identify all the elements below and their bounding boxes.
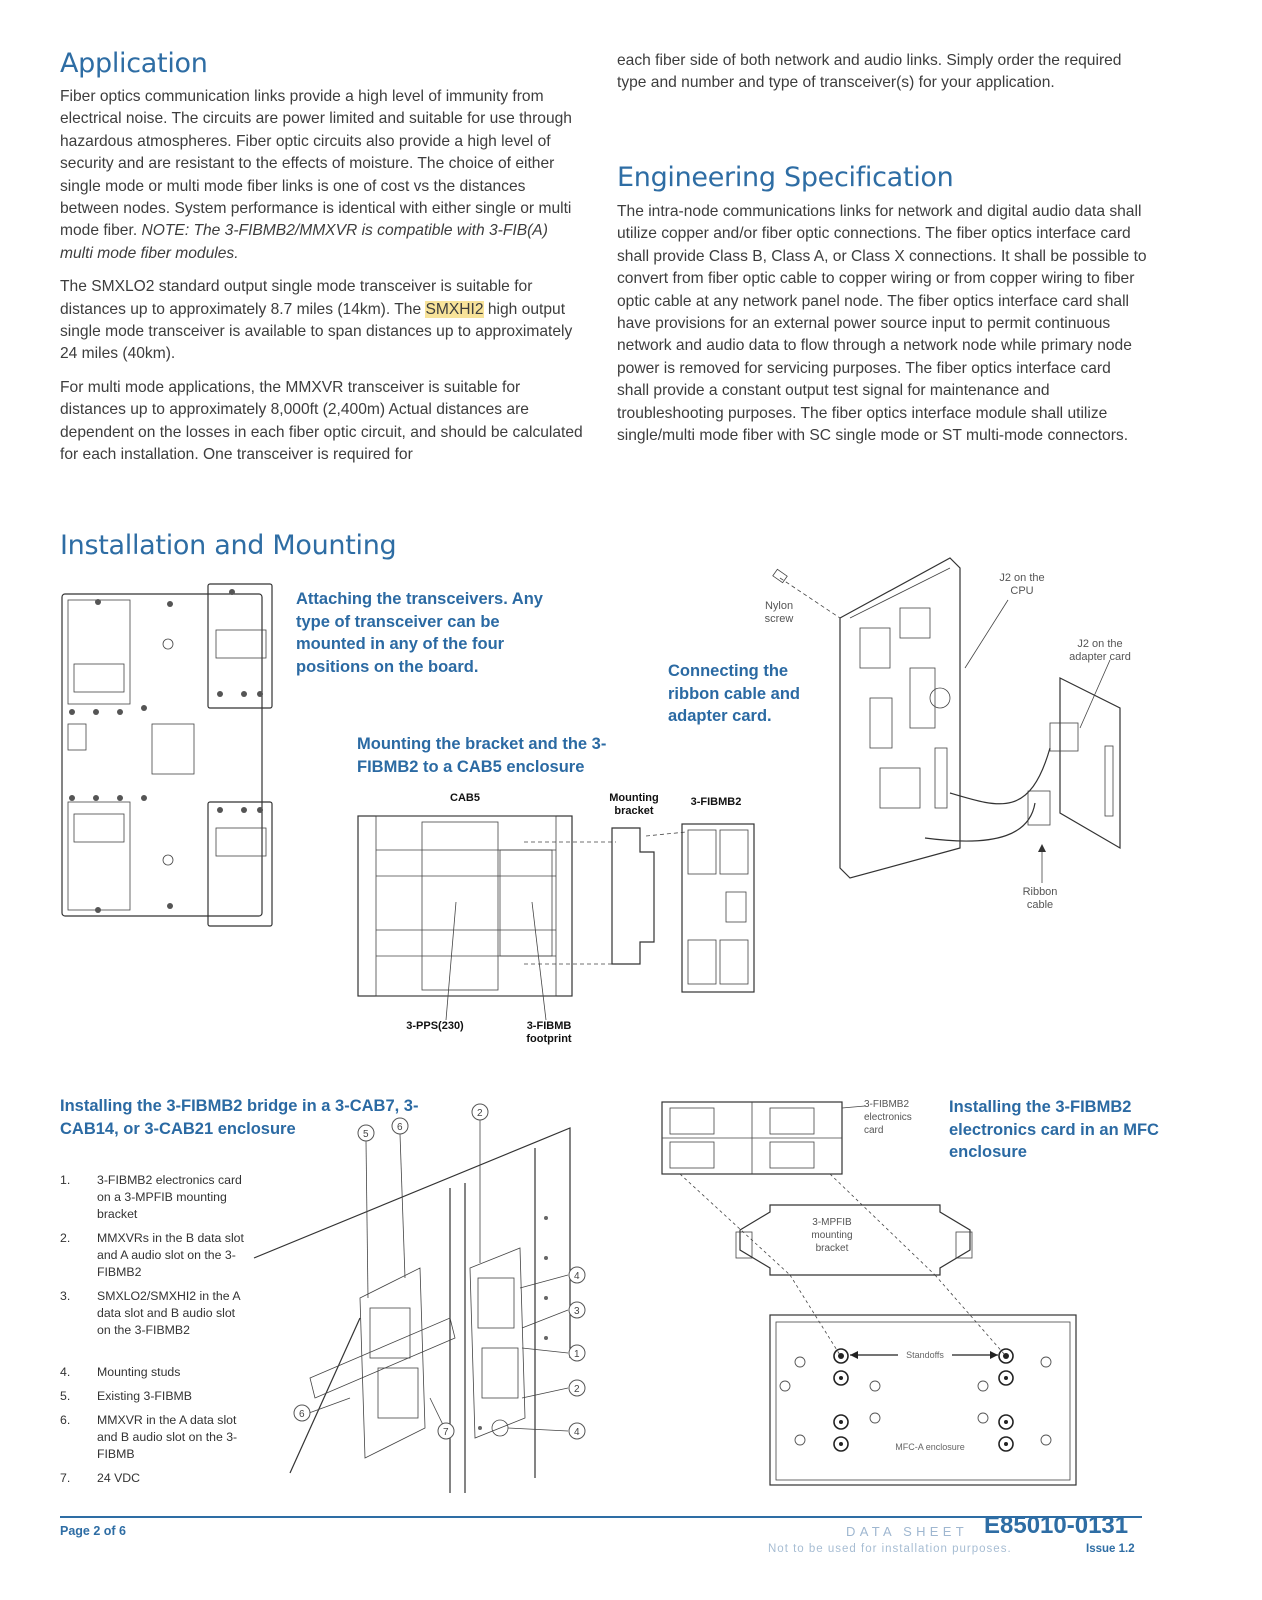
application-paragraph-2 — [60, 276, 585, 366]
callout-1: 1 — [574, 1349, 580, 1360]
step-number: 4. — [60, 1365, 71, 1379]
highlighted-term: SMXHI2 — [425, 300, 484, 318]
application-p3-continuation: each fiber side of both network and audio links. Simply order the required type and number and type of transceiver(s) for your application. — [617, 52, 1122, 92]
callout-3: 3 — [574, 1306, 580, 1317]
application-note: NOTE: The 3-FIBMB2/MMXVR is compatible with 3-FIB(A) multi mode fiber modules. — [60, 222, 548, 262]
caption-mounting-bracket: Mounting the bracket and the 3-FIBMB2 to a CAB5 enclosure — [357, 735, 607, 776]
application-paragraph-3: For multi mode applications, the MMXVR transceiver is suitable for distances up to approximately 8,000ft (2,400m) Actual distances are dependent on the losses in each fiber optic circuit, and should be calculated for each installation. One transceiver is required for — [60, 378, 583, 464]
engineering-body — [617, 201, 1147, 447]
step-text: Mounting studs — [97, 1365, 181, 1379]
callout-6-lower: 6 — [299, 1409, 305, 1420]
label-ribbon-cable: Ribbon cable — [1022, 886, 1058, 911]
application-p2-text-a: The SMXLO2 standard output single mode transceiver is suitable for distances up to approximately 8.7 miles (14km). The — [60, 278, 533, 318]
callout-2-top: 2 — [477, 1108, 483, 1119]
engineering-paragraph: The intra-node communications links for network and digital audio data shall utilize copper and/or fiber optic connections. The fiber optics interface card shall provide Class B, Class A, or Class X connections. It shall be possible to convert from fiber optic cable to copper wiring or from copper wiring to fiber optic cable at any network panel node. The fiber optics interface card shall have provisions for an external power source input to permit continuous network and audio data to flow through a network node while primary node power is removed for servicing purposes. The fiber optics interface card shall provide a constant output test signal for maintenance and troubleshooting purposes. The fiber optics interface module shall utilize single/multi mode fiber with SC single mode or ST multi-mode connectors. — [617, 203, 1147, 445]
application-paragraph-1 — [60, 86, 585, 265]
label-nylon-screw: Nylon screw — [764, 600, 794, 625]
callout-7: 7 — [443, 1427, 449, 1438]
step-number: 5. — [60, 1389, 71, 1403]
step-text: 24 VDC — [97, 1471, 141, 1485]
application-p2-text-b: high output single mode transceiver is available to span distances up to approximately 24 miles (40km). — [60, 300, 573, 363]
label-3-fibmb-footprint: 3-FIBMB footprint — [526, 1020, 572, 1045]
callout-6-top: 6 — [397, 1122, 403, 1133]
issue-number: Issue 1.2 — [1086, 1543, 1135, 1555]
application-continued — [617, 50, 1147, 95]
label-cab5: CAB5 — [450, 792, 480, 804]
cab5-bracket-diagram — [356, 812, 756, 997]
step-text: MMXVRs in the B data slot and A audio slot on the 3-FIBMB2 — [97, 1231, 244, 1279]
callout-2-lower: 2 — [574, 1384, 580, 1395]
step-number: 2. — [60, 1231, 71, 1245]
section-title-application: Application — [60, 48, 208, 79]
footer-divider — [60, 1516, 1142, 1518]
callout-markers — [294, 1104, 585, 1439]
callout-4-lower: 4 — [574, 1427, 580, 1438]
cab7-bridge-diagram — [250, 1098, 600, 1493]
section-title-installation: Installation and Mounting — [60, 530, 397, 561]
application-body — [60, 86, 585, 467]
label-standoffs: Standoffs — [906, 1350, 944, 1360]
step-number: 1. — [60, 1173, 71, 1187]
label-mpfib-bracket: 3-MPFIB mounting bracket — [811, 1217, 853, 1254]
label-mfc-enclosure: MFC-A enclosure — [895, 1442, 965, 1452]
step-number: 3. — [60, 1289, 71, 1303]
callout-4-upper: 4 — [574, 1271, 580, 1282]
transceiver-board-diagram — [60, 584, 275, 929]
callout-5: 5 — [363, 1129, 369, 1140]
page-number: Page 2 of 6 — [60, 1524, 126, 1538]
caption-bridge-install: Installing the 3-FIBMB2 bridge in a 3-CAB7, 3-CAB14, or 3-CAB21 enclosure — [60, 1097, 419, 1138]
label-mounting-bracket: Mounting bracket — [609, 792, 659, 817]
step-text: MMXVR in the A data slot and B audio slot on the 3-FIBMB — [97, 1413, 238, 1461]
label-j2-cpu: J2 on the CPU — [999, 572, 1045, 597]
step-text: Existing 3-FIBMB — [97, 1389, 192, 1403]
step-text: SMXLO2/SMXHI2 in the A data slot and B audio slot on the 3-FIBMB2 — [97, 1289, 240, 1337]
data-sheet-label: DATA SHEET — [846, 1524, 968, 1539]
footer-disclaimer: Not to be used for installation purposes. — [768, 1543, 1012, 1555]
label-3-pps: 3-PPS(230) — [406, 1020, 464, 1032]
step-number: 7. — [60, 1471, 71, 1485]
caption-mfc-install: Installing the 3-FIBMB2 electronics card in an MFC enclosure — [949, 1098, 1159, 1161]
label-fibmb2-card: 3-FIBMB2 electronics card — [864, 1099, 912, 1136]
caption-ribbon-cable: Connecting the ribbon cable and adapter card. — [668, 662, 801, 725]
label-3-fibmb2: 3-FIBMB2 — [690, 796, 742, 808]
step-number: 6. — [60, 1413, 71, 1427]
document-number: E85010-0131 — [984, 1512, 1129, 1539]
application-p1-text: Fiber optics communication links provide a high level of immunity from electrical noise. The circuits are power limited and suitable for use through hazardous atmospheres. Fiber optic circuits also provide a high level of security and are resistant to the effects of moisture. The choice of either single mode or multi mode fiber links is one of cost vs the distances between nodes. System performance is identical with either single or multi mode fiber. — [60, 88, 572, 240]
label-j2-adapter: J2 on the adapter card — [1069, 638, 1131, 663]
steps-list — [60, 1172, 250, 1492]
caption-attaching-transceivers: Attaching the transceivers. Any type of transceiver can be mounted in any of the four positions on the board. — [296, 590, 543, 676]
step-text: 3-FIBMB2 electronics card on a 3-MPFIB mounting bracket — [97, 1173, 242, 1221]
section-title-engineering: Engineering Specification — [617, 162, 954, 193]
